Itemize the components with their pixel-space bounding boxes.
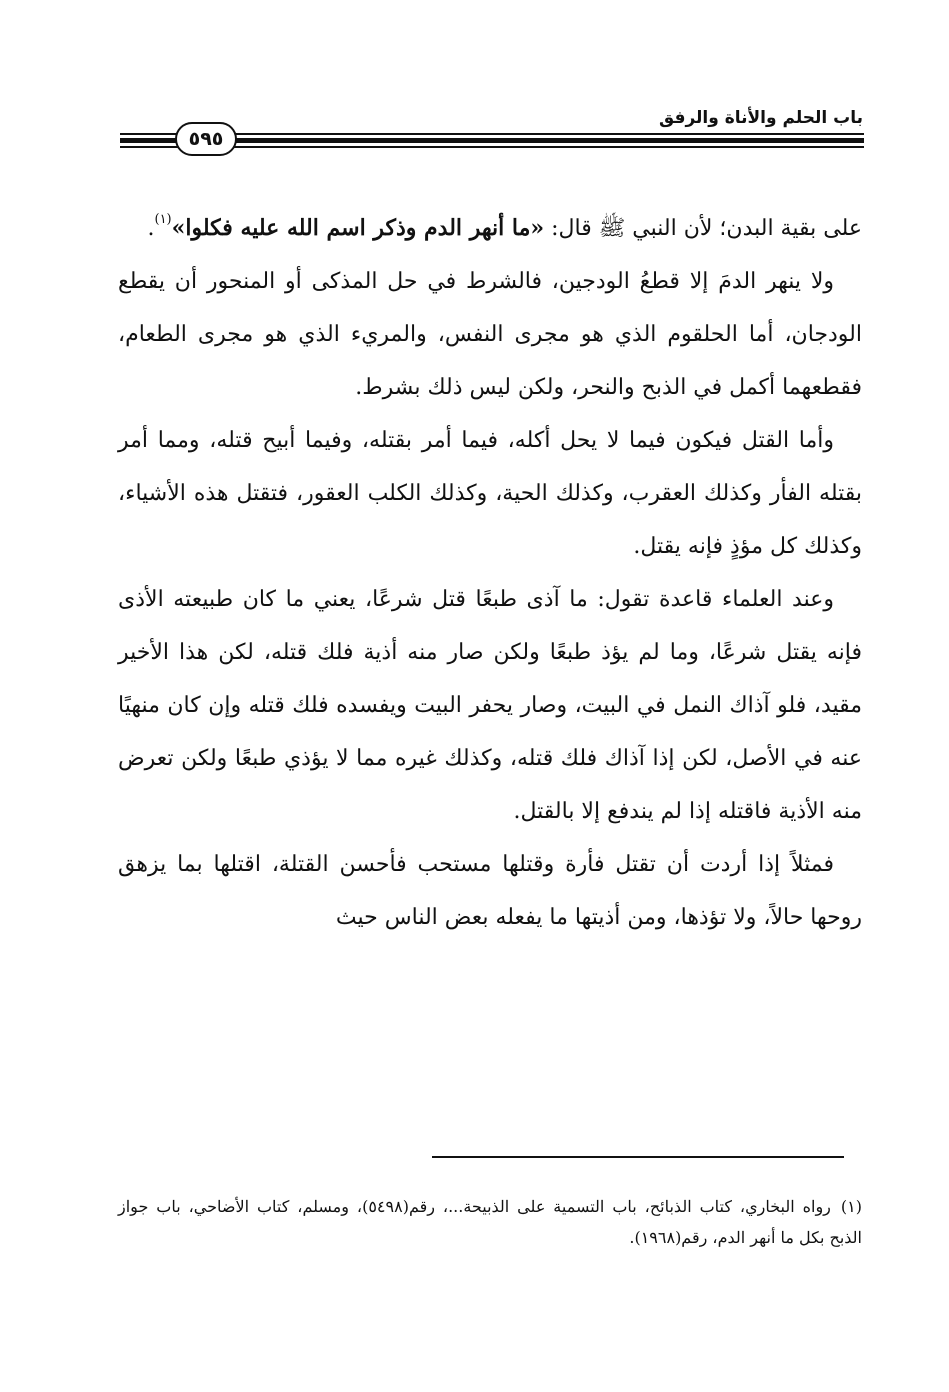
paragraph-4: وعند العلماء قاعدة تقول: ما آذى طبعًا قتل شرعًا، يعني ما كان طبيعته الأذى فإنه يقتل شرعًا، وما لم يؤذ طبعًا ولكن صار منه أذية فلك قتله، لكن هذا الأخير مقيد، فلو آذاك النمل في البيت، وصار يحفر البيت ويفسده فلك قتله وإن كان منهيًا عنه في الأصل، لكن إذا آذاك فلك قتله، وكذلك غيره مما لا يؤذي طبعًا ولكن تعرض منه الأذية فاقتله إذا لم يندفع إلا بالقتل.	[118, 587, 862, 824]
paragraph-3: وأما القتل فيكون فيما لا يحل أكله، فيما أمر بقتله، وفيما أبيح قتله، ومما أمر بقتله الفأر وكذلك العقرب، وكذلك الحية، وكذلك الكلب العقور، فتقتل هذه الأشياء، وكذلك كل مؤذٍ فإنه يقتل.	[118, 428, 862, 559]
paragraph-1-end: .	[147, 216, 155, 241]
footnote-separator	[432, 1156, 844, 1158]
footnote-text: رواه البخاري، كتاب الذبائح، باب التسمية على الذبيحة...، رقم(٥٤٩٨)، ومسلم، كتاب الأضاحي، باب جواز الذبح بكل ما أنهر الدم، رقم(١٩٦٨).	[118, 1197, 862, 1247]
footnote-reference[interactable]: (١)	[154, 212, 172, 227]
paragraph-5: فمثلاً إذا أردت أن تقتل فأرة وقتلها مستحب فأحسن القتلة، اقتلها بما يزهق روحها حالاً، ولا تؤذها، ومن أذيتها ما يفعله بعض الناس حيث	[118, 852, 862, 930]
paragraph-2: ولا ينهر الدمَ إلا قطعُ الودجين، فالشرط في حل المذكى أو المنحور أن يقطع الودجان، أما الحلقوم الذي هو مجرى النفس، والمريء الذي هو مجرى الطعام، فقطعهما أكمل في الذبح والنحر، ولكن ليس ذلك بشرط.	[118, 269, 862, 400]
page-number: ٥٩٥	[175, 122, 237, 156]
paragraph-1	[118, 202, 862, 255]
paragraph-1-lead: على بقية البدن؛ لأن النبي ﷺ قال:	[544, 216, 862, 241]
main-text	[118, 202, 862, 944]
footnote-1	[118, 1191, 862, 1253]
chapter-title: باب الحلم والأناة والرفق	[659, 108, 863, 128]
hadith-quote: «ما أنهر الدم وذكر اسم الله عليه فكلوا»	[171, 215, 545, 241]
footnote	[118, 1191, 862, 1253]
footnote-marker: (١)	[840, 1197, 862, 1216]
